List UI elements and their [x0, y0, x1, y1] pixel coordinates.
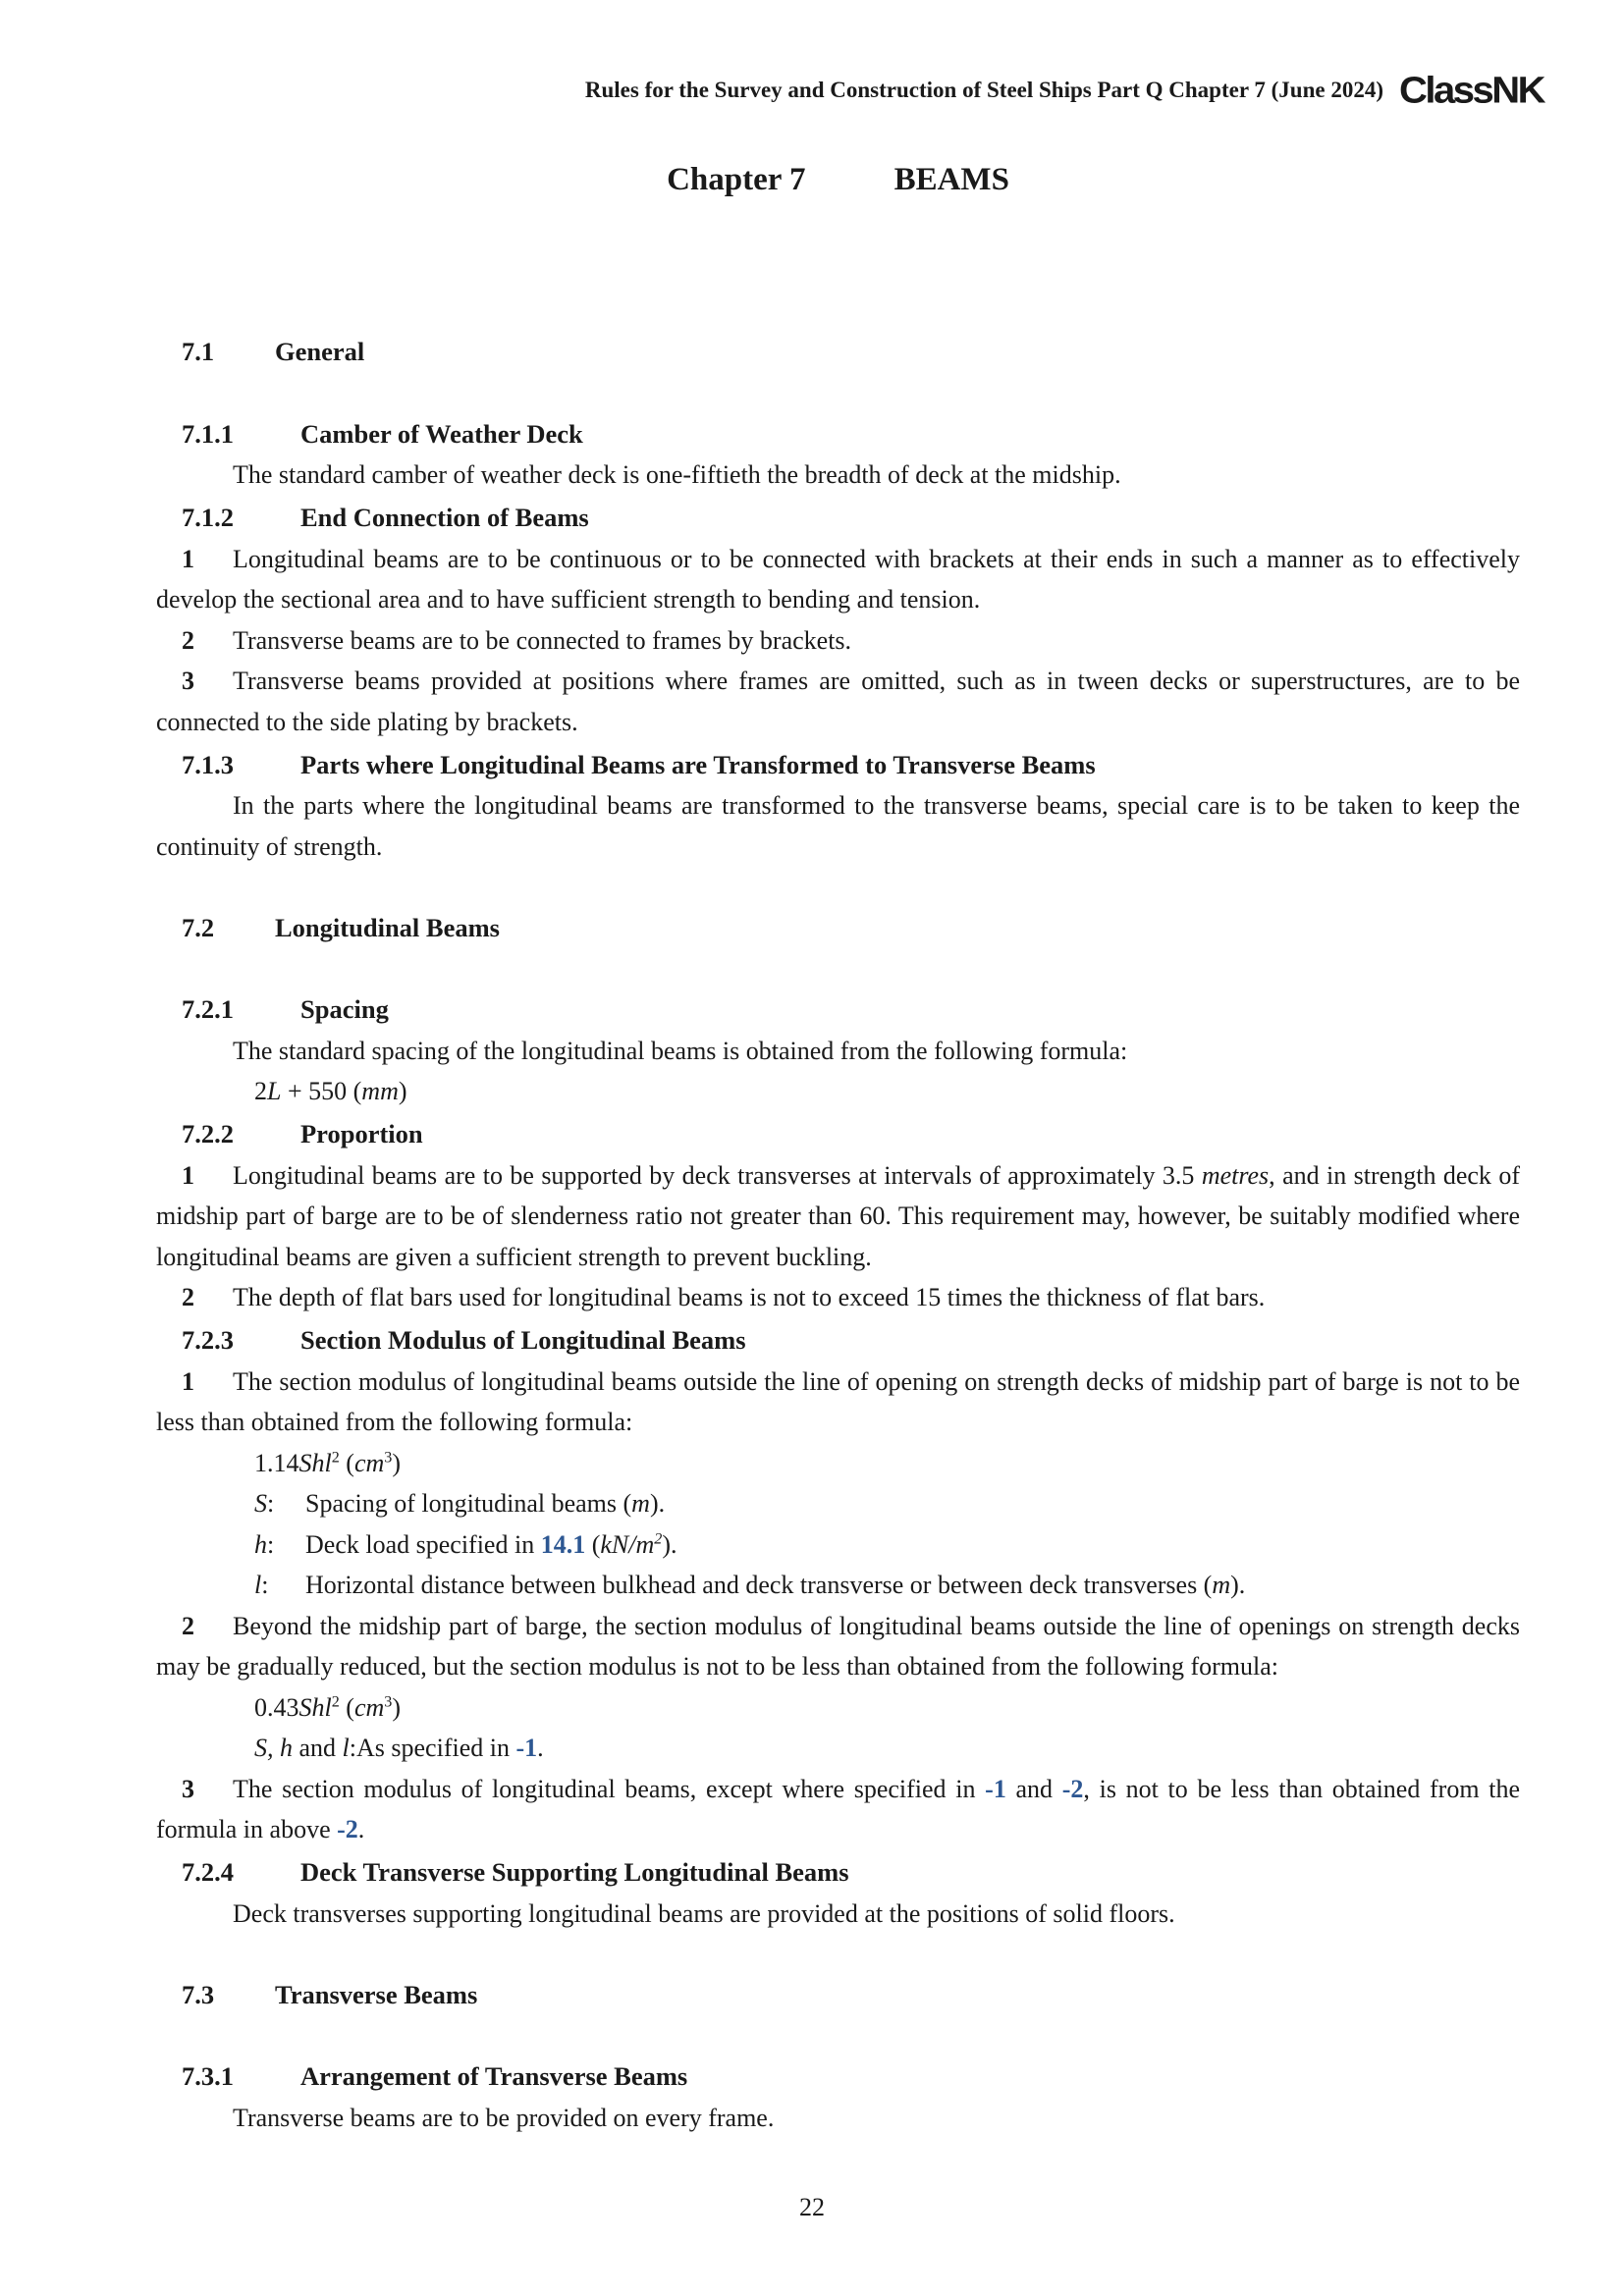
text-run: .: [537, 1734, 544, 1762]
symbol-definition: [254, 1565, 1520, 1606]
text-run: :As specified in: [349, 1734, 516, 1762]
section-number: 7.3.1: [182, 2061, 234, 2091]
section-number: 7.1.1: [182, 418, 234, 449]
text-run: (: [585, 1529, 601, 1559]
item-text: [156, 667, 1520, 736]
paragraph: Transverse beams are to be provided on every frame.: [233, 2103, 775, 2132]
section-heading-7-2-2: [156, 1114, 1520, 1155]
paragraph: The standard camber of weather deck is one-fiftieth the breadth of deck at the midship.: [233, 460, 1121, 489]
cross-reference-link[interactable]: 14.1: [540, 1529, 586, 1559]
section-heading-7-2-4: [156, 1852, 1520, 1894]
text-run: :: [267, 1529, 275, 1559]
text-run: Shl: [298, 1692, 332, 1722]
text-run: ): [392, 1448, 402, 1477]
symbol-definition: [254, 1483, 1520, 1524]
section-number: 7.2: [182, 912, 215, 942]
text-run: 2: [654, 1529, 663, 1547]
item-number: 3: [182, 667, 194, 695]
numbered-item: [156, 620, 1520, 662]
text-run: 3: [384, 1692, 393, 1710]
item-text: [233, 626, 851, 655]
chapter-title: [156, 157, 1520, 202]
text-run: m: [1212, 1571, 1231, 1599]
numbered-item: [156, 539, 1520, 620]
text-run: l: [342, 1734, 350, 1762]
definition-text: [305, 1571, 1245, 1599]
item-text: [233, 1283, 1265, 1311]
section-number: 7.3: [182, 1979, 215, 2009]
text-run: :: [267, 1489, 275, 1518]
item-number: 3: [182, 1774, 194, 1803]
text-run: (: [339, 1448, 354, 1477]
text-run: L: [267, 1077, 282, 1105]
text-run: metres: [1201, 1160, 1270, 1190]
item-number: 2: [182, 1611, 194, 1640]
item-text: [156, 1775, 1520, 1844]
text-run: Shl: [298, 1448, 332, 1477]
chapter-name: BEAMS: [893, 162, 1009, 197]
text-run: Deck load specified in: [305, 1529, 541, 1559]
text-run: and: [293, 1734, 343, 1762]
symbol-definition: [254, 1524, 1520, 1566]
section-title: General: [275, 337, 365, 366]
section-number: 7.1.3: [182, 749, 234, 779]
text-run: ): [398, 1077, 407, 1105]
section-number: 7.1.2: [182, 503, 234, 532]
section-heading-7-1-1: [156, 414, 1520, 455]
section-heading-7-2-1: [156, 989, 1520, 1031]
text-run: cm: [353, 1448, 385, 1477]
cross-reference-link[interactable]: -1: [985, 1774, 1006, 1803]
item-number: 1: [182, 1160, 194, 1190]
text-run: 2: [331, 1448, 340, 1466]
paragraph: The standard spacing of the longitudinal beams is obtained from the following formula:: [233, 1036, 1128, 1065]
section-title: Proportion: [300, 1119, 423, 1148]
item-number: 2: [182, 625, 194, 655]
text-run: and: [1005, 1774, 1062, 1803]
numbered-item: [156, 1277, 1520, 1318]
definition-text: [305, 1530, 677, 1559]
text-run: 3: [384, 1448, 393, 1466]
section-title: Spacing: [300, 994, 389, 1024]
text-run: ).: [662, 1529, 677, 1559]
section-heading-7-3: [156, 1975, 1520, 2016]
section-heading-7-1-2: [156, 498, 1520, 539]
section-title: Section Modulus of Longitudinal Beams: [300, 1325, 746, 1355]
section-number: 7.2.3: [182, 1325, 234, 1355]
numbered-item: [156, 1769, 1520, 1850]
section-heading-7-3-1: [156, 2056, 1520, 2098]
formula: [254, 1687, 1520, 1729]
definition-term: [254, 1483, 305, 1524]
text-run: :: [261, 1571, 269, 1599]
paragraph: Deck transverses supporting longitudinal beams are provided at the positions of solid floors.: [233, 1898, 1175, 1928]
item-text: [156, 545, 1520, 614]
text-run: 2: [331, 1692, 340, 1710]
item-text: [156, 1367, 1520, 1437]
item-number: 2: [182, 1283, 194, 1311]
section-title: Parts where Longitudinal Beams are Transformed to Transverse Beams: [300, 749, 1096, 779]
section-title: End Connection of Beams: [300, 503, 589, 532]
text-run: Spacing of longitudinal beams (: [305, 1489, 632, 1518]
text-run: h: [254, 1529, 267, 1559]
formula: [254, 1071, 1520, 1112]
paragraph: In the parts where the longitudinal beams are transformed to the transverse beams, special care is to be taken to keep the continuity of strength.: [156, 791, 1520, 861]
item-number: 1: [182, 544, 194, 573]
classnk-logo: ClassNK: [1398, 70, 1543, 111]
text-run: , and in strength deck of midship part of barge are to be of slenderness ratio not greater than 60. This requirement may, however, be suitably modified where longitudinal beams are given a sufficient strength to prevent buckling.: [156, 1160, 1521, 1271]
section-title: Transverse Beams: [275, 1979, 478, 2009]
item-text: [156, 1612, 1520, 1682]
section-heading-7-2-3: [156, 1320, 1520, 1362]
text-run: The section modulus of longitudinal beams, except where specified in: [233, 1774, 986, 1803]
numbered-item: [156, 1606, 1520, 1687]
text-run: S: [254, 1489, 267, 1518]
text-run: m: [631, 1489, 650, 1518]
text-run: .: [357, 1815, 365, 1843]
text-run: Longitudinal beams are to be supported by deck transverses at intervals of approximately 3.5: [233, 1160, 1202, 1190]
text-run: S, h: [254, 1734, 293, 1762]
text-run: (: [339, 1692, 354, 1722]
document-content: [156, 0, 1520, 2138]
page-number: 22: [799, 2193, 825, 2221]
text-run: , is not to be less than obtained from the formula in above: [156, 1774, 1521, 1843]
section-heading-7-1-3: [156, 745, 1520, 786]
section-title: Camber of Weather Deck: [300, 418, 583, 449]
formula: [254, 1443, 1520, 1484]
section-title: Arrangement of Transverse Beams: [300, 2061, 688, 2091]
text-run: Transverse beams provided at positions where frames are omitted, such as in tween decks or superstructures, are to be connected to the side plating by brackets.: [156, 667, 1520, 736]
text-run: 2: [254, 1077, 267, 1105]
cross-reference-link[interactable]: -2: [337, 1815, 358, 1843]
text-run: + 550 (: [281, 1077, 362, 1105]
section-title: Deck Transverse Supporting Longitudinal Beams: [300, 1857, 849, 1887]
text-run: 1.14: [254, 1448, 299, 1477]
header-rule-title: Rules for the Survey and Construction of Steel Ships Part Q Chapter 7 (June 2024): [584, 78, 1383, 102]
section-number: 7.1: [182, 337, 215, 366]
section-number: 7.2.2: [182, 1119, 234, 1148]
text-run: ).: [649, 1489, 666, 1518]
text-run: The section modulus of longitudinal beams outside the line of opening on strength decks of midship part of barge is not to be less than obtained from the following formula:: [156, 1366, 1520, 1436]
definition-term: [254, 1565, 305, 1606]
section-heading-7-2: [156, 908, 1520, 949]
cross-reference-link[interactable]: -2: [1061, 1774, 1084, 1803]
section-heading-7-1: [156, 332, 1520, 373]
definition-text: [305, 1489, 665, 1518]
text-run: Horizontal distance between bulkhead and deck transverse or between deck transverses (: [305, 1571, 1213, 1599]
item-number: 1: [182, 1366, 194, 1396]
text-run: 0.43: [254, 1692, 299, 1722]
text-run: Longitudinal beams are to be continuous or to be connected with brackets at their ends in such a manner as to effectively develop the sectional area and to have sufficient strength to bending and tension.: [156, 544, 1520, 614]
text-run: cm: [353, 1692, 385, 1722]
definition-term: [254, 1524, 305, 1566]
text-run: ).: [1230, 1571, 1246, 1599]
text-run: l: [254, 1571, 262, 1599]
numbered-item: [156, 1155, 1520, 1278]
text-run: Transverse beams are to be connected to frames by brackets.: [233, 625, 852, 655]
numbered-item: [156, 1362, 1520, 1443]
text-run: ): [392, 1692, 402, 1722]
section-number: 7.2.1: [182, 994, 234, 1024]
text-run: The depth of flat bars used for longitudinal beams is not to exceed 15 times the thickness of flat bars.: [233, 1283, 1266, 1311]
text-run: mm: [361, 1077, 399, 1105]
item-text: [156, 1161, 1520, 1271]
chapter-number: Chapter 7: [667, 162, 806, 197]
section-title: Longitudinal Beams: [275, 912, 500, 942]
section-number: 7.2.4: [182, 1857, 234, 1887]
symbol-definition: [254, 1728, 1520, 1769]
numbered-item: [156, 661, 1520, 742]
cross-reference-link[interactable]: -1: [515, 1734, 538, 1762]
text-run: kN/m: [600, 1529, 655, 1559]
text-run: Beyond the midship part of barge, the section modulus of longitudinal beams outside the line of openings on strength decks may be gradually reduced, but the section modulus is not to be less than obtained from the following formula:: [156, 1611, 1520, 1681]
